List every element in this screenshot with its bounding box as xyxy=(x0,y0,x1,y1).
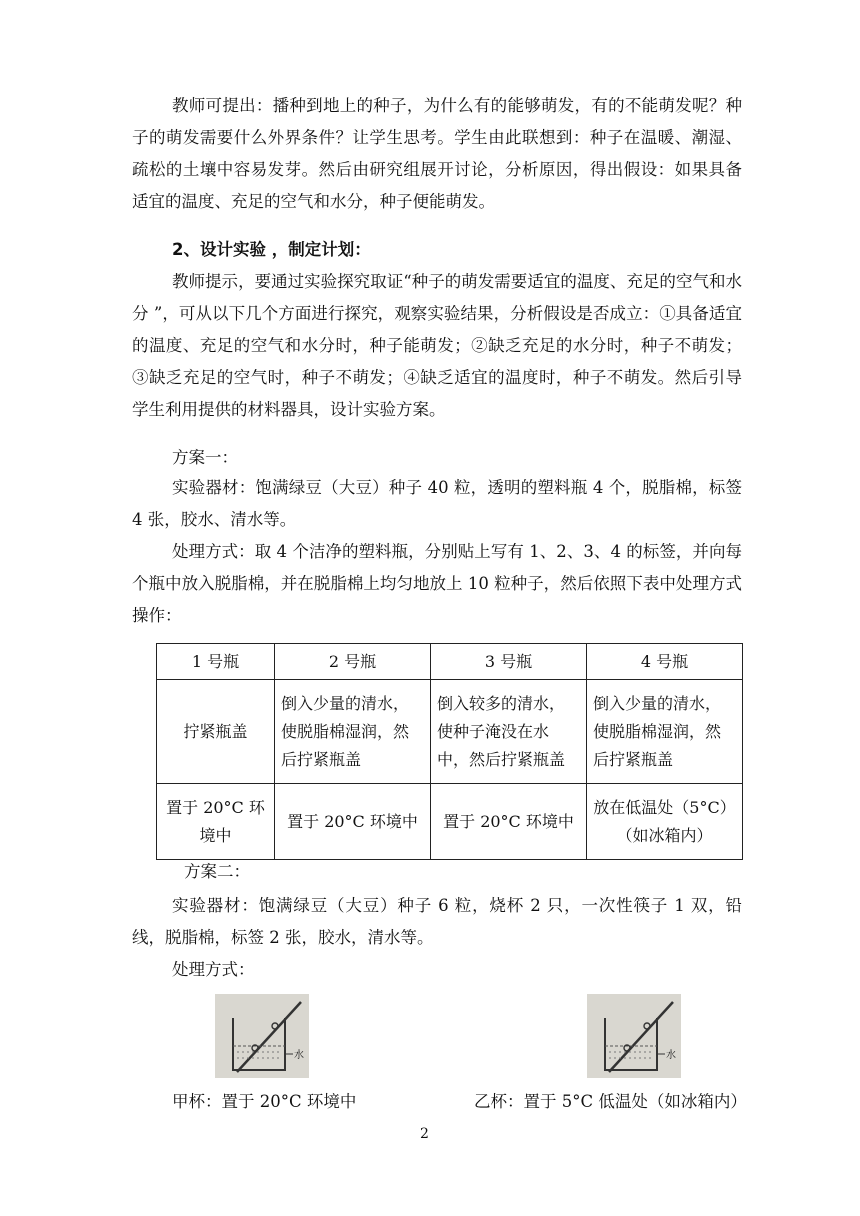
table-cell: 置于 20°C 环境中 xyxy=(431,784,587,860)
table-cell: 倒入少量的清水，使脱脂棉湿润，然后拧紧瓶盖 xyxy=(275,680,431,784)
table-header-cell: 1 号瓶 xyxy=(157,644,275,680)
beaker-b-illustration xyxy=(587,994,681,1078)
hint-paragraph: 教师提示，要通过实验探究取证“种子的萌发需要适宜的温度、充足的空气和水分 ”，可从以下几个方面进行探究，观察实验结果，分析假设是否成立：①具备适宜的温度、充足的空气和水分时，种子能萌发；②缺乏充足的水分时，种子不萌发；③缺乏充足的空气时，种子不萌发；④缺乏适宜的温度时，种子不萌发。然后引导学生利用提供的材料器具，设计实验方案。 xyxy=(132,272,742,419)
table-cell: 拧紧瓶盖 xyxy=(157,680,275,784)
page-number: 2 xyxy=(420,1126,429,1142)
table-cell: 置于 20°C 环境中 xyxy=(157,784,275,860)
table-cell: 倒入少量的清水，使脱脂棉湿润，然后拧紧瓶盖 xyxy=(587,680,743,784)
table-cell: 放在低温处（5°C）（如冰箱内） xyxy=(587,784,743,860)
plan1-materials: 实验器材：饱满绿豆（大豆）种子 40 粒，透明的塑料瓶 4 个，脱脂棉，标签 4 张，胶水、清水等。 xyxy=(132,478,742,529)
beaker-a-illustration xyxy=(215,994,309,1078)
beaker-b-image xyxy=(587,994,681,1078)
table-header-cell: 3 号瓶 xyxy=(431,644,587,680)
plan1-process: 处理方式：取 4 个洁净的塑料瓶，分别贴上写有 1、2、3、4 的标签，并向每个瓶中放入脱脂棉，并在脱脂棉上均匀地放上 10 粒种子，然后依照下表中处理方式操作： xyxy=(132,542,742,625)
table-header-row xyxy=(157,644,743,680)
treatment-table xyxy=(156,643,743,860)
table-row xyxy=(157,784,743,860)
plan2-materials: 实验器材：饱满绿豆（大豆）种子 6 粒，烧杯 2 只，一次性筷子 1 双，铅线，脱脂棉，标签 2 张，胶水，清水等。 xyxy=(132,896,742,947)
plan2-title: 方案二： xyxy=(184,862,250,881)
caption-beaker-a: 甲杯：置于 20°C 环境中 xyxy=(172,1092,357,1111)
table-header-cell: 2 号瓶 xyxy=(275,644,431,680)
water-label: 水 xyxy=(666,1050,676,1061)
water-label: 水 xyxy=(294,1050,304,1061)
table-row xyxy=(157,680,743,784)
caption-beaker-b: 乙杯：置于 5°C 低温处（如冰箱内） xyxy=(474,1092,747,1111)
section-heading: 2、设计实验 ，制定计划： xyxy=(172,240,371,259)
plan2-process: 处理方式： xyxy=(172,960,255,979)
plan1-title: 方案一： xyxy=(172,448,238,467)
intro-paragraph: 教师可提出：播种到地上的种子，为什么有的能够萌发，有的不能萌发呢？种子的萌发需要什么外界条件？让学生思考。学生由此联想到：种子在温暖、潮湿、疏松的土壤中容易发芽。然后由研究组展开讨论，分析原因，得出假设：如果具备适宜的温度、充足的空气和水分，种子便能萌发。 xyxy=(132,96,742,211)
table-header-cell: 4 号瓶 xyxy=(587,644,743,680)
table-cell: 倒入较多的清水，使种子淹没在水中，然后拧紧瓶盖 xyxy=(431,680,587,784)
beaker-a-image xyxy=(215,994,309,1078)
table-cell: 置于 20°C 环境中 xyxy=(275,784,431,860)
